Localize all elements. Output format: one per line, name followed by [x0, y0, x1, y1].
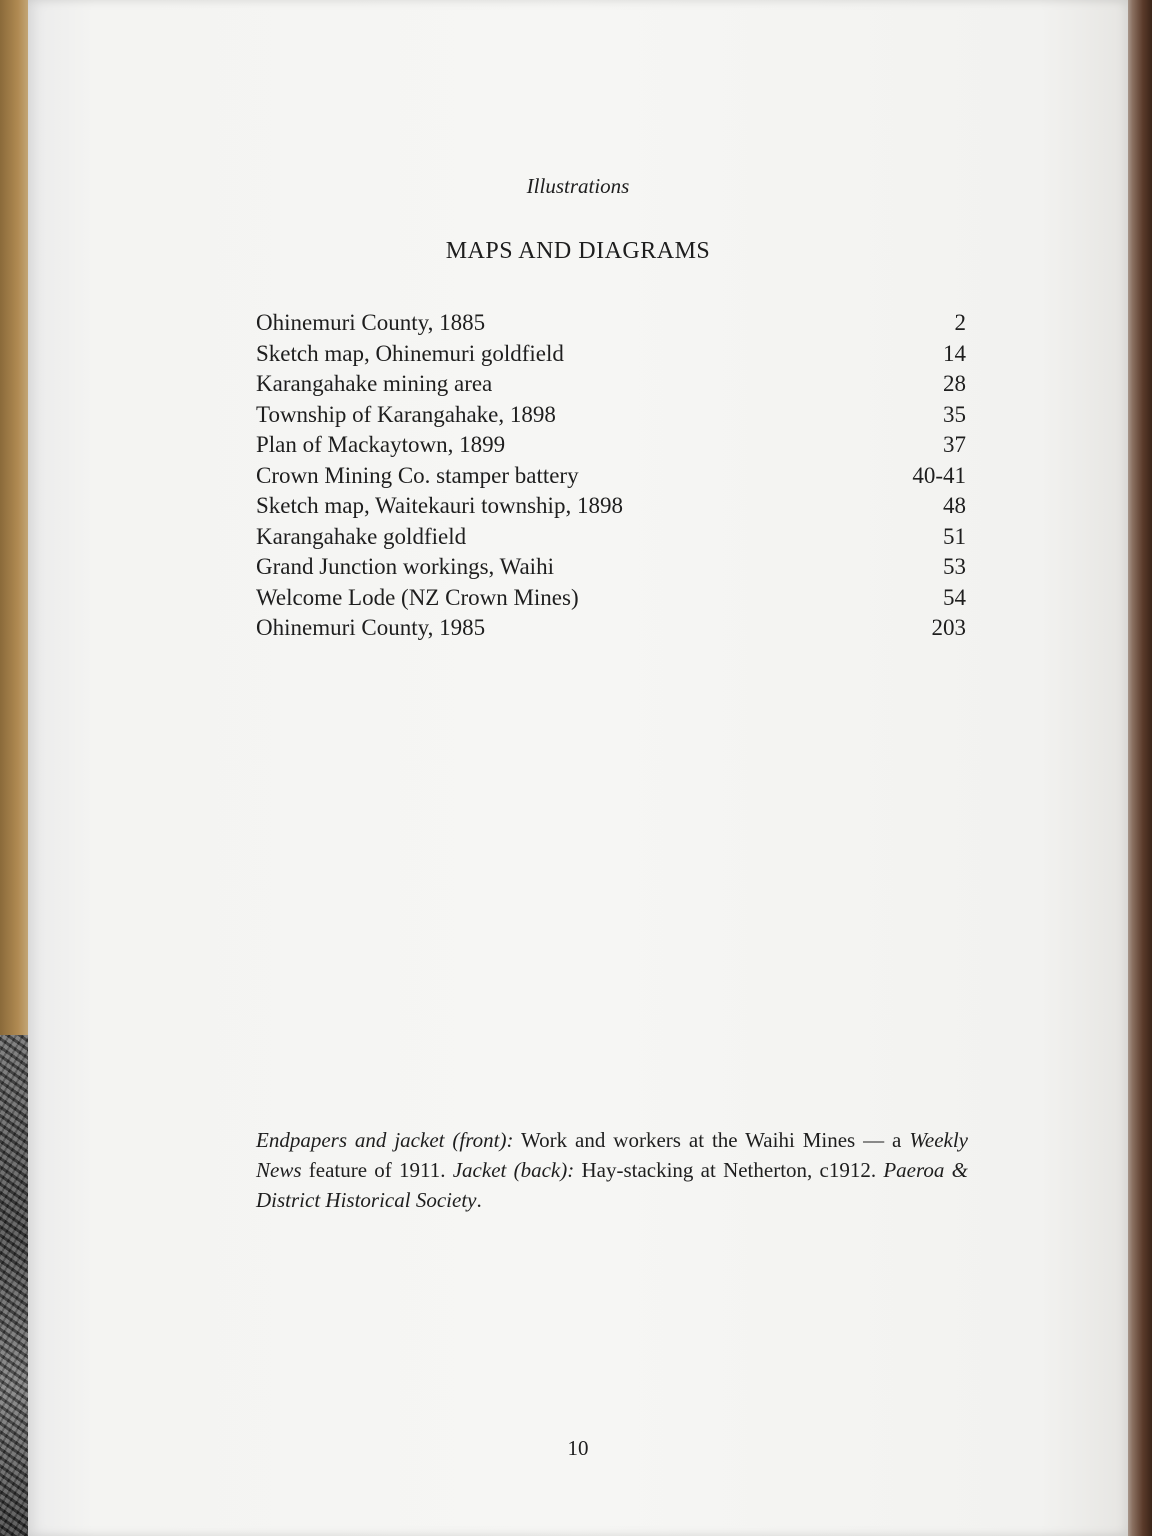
note-text-2: Work and workers at the Waihi Mines — a [513, 1128, 910, 1152]
list-item-page: 51 [943, 523, 966, 549]
section-label: Illustrations [526, 174, 630, 198]
list-item-page: 28 [943, 371, 966, 396]
note-italic-3: Weekly News [256, 1128, 968, 1182]
page-number: 10 [567, 1436, 589, 1460]
list-item-title: Sketch map, Ohinemuri goldfield [256, 340, 564, 366]
list-item-page: 48 [943, 493, 966, 518]
list-item [256, 400, 966, 431]
list-item-title: Sketch map, Waitekauri township, 1898 [256, 493, 623, 518]
list-item [256, 613, 966, 644]
list-item [256, 369, 966, 400]
list-item-title: Karangahake mining area [256, 371, 493, 396]
note-italic-7: Paeroa & District Historical Society [256, 1158, 968, 1212]
list-item [256, 583, 966, 614]
list-item [256, 522, 966, 553]
list-item [256, 491, 966, 522]
list-item-title: Plan of Mackaytown, 1899 [256, 432, 506, 457]
list-item-page: 203 [931, 615, 966, 640]
list-item-title: Grand Junction workings, Waihi [256, 554, 554, 579]
endpapers-note [256, 1125, 968, 1215]
list-item-page: 14 [943, 340, 966, 366]
list-item-title: Karangahake goldfield [256, 523, 467, 549]
list-item-page: 37 [943, 432, 966, 457]
list-item [256, 308, 966, 339]
page-heading: MAPS AND DIAGRAMS [445, 238, 711, 264]
list-item-page: 40-41 [912, 462, 966, 488]
list-item [256, 552, 966, 583]
list-item-title: Ohinemuri County, 1985 [256, 615, 486, 640]
list-item [256, 461, 966, 492]
list-item-page: 2 [954, 310, 966, 335]
note-italic-1: Endpapers and jacket (front): [256, 1128, 514, 1152]
list-item-title: Ohinemuri County, 1885 [256, 310, 486, 335]
list-item [256, 430, 966, 461]
note-text-8: . [476, 1188, 482, 1212]
illustrations-list [256, 308, 966, 644]
note-text-4: feature of 1911. [301, 1158, 453, 1182]
note-text-6: Hay-stacking at Netherton, c1912. [574, 1158, 884, 1182]
list-item-page: 53 [943, 554, 966, 579]
list-item [256, 339, 966, 370]
list-item-title: Welcome Lode (NZ Crown Mines) [256, 584, 579, 610]
list-item-title: Township of Karangahake, 1898 [256, 401, 556, 427]
list-item-page: 35 [943, 401, 966, 427]
list-item-page: 54 [943, 584, 966, 610]
note-italic-5: Jacket (back): [452, 1158, 575, 1182]
book-page [28, 0, 1128, 1536]
list-item-title: Crown Mining Co. stamper battery [256, 462, 579, 488]
